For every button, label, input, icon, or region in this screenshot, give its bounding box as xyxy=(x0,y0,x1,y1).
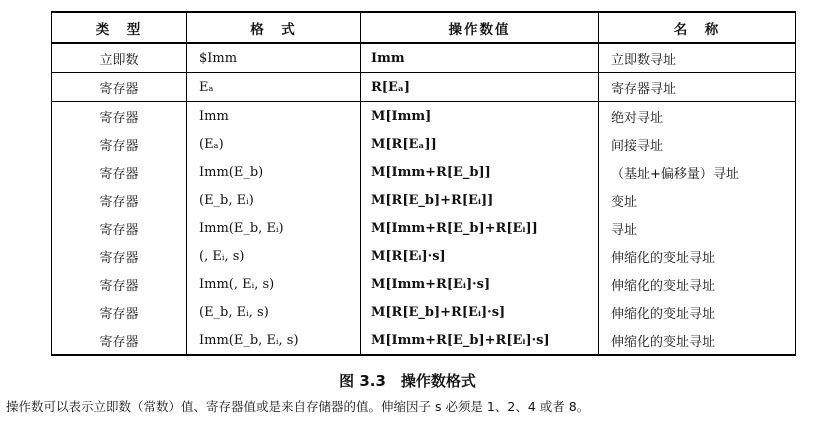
cell-format: Eₐ xyxy=(187,73,361,102)
table-row xyxy=(52,102,796,131)
cell-operand-value: M[Imm+R[E_b]+R[Eᵢ]] xyxy=(361,214,599,242)
cell-operand-value: M[Imm+R[E_b]] xyxy=(361,158,599,186)
cell-format: $Imm xyxy=(187,43,361,73)
cell-operand-value: M[R[E_b]+R[Eᵢ]] xyxy=(361,186,599,214)
cell-type: 寄存器 xyxy=(52,186,187,214)
cell-name: 寻址 xyxy=(599,214,796,242)
cell-name: 绝对寻址 xyxy=(599,102,796,131)
cell-type: 寄存器 xyxy=(52,102,187,131)
cell-format: Imm(E_b, Eᵢ) xyxy=(187,214,361,242)
header-name: 名 称 xyxy=(599,12,796,43)
cell-operand-value: M[R[Eₐ]] xyxy=(361,130,599,158)
cell-type: 寄存器 xyxy=(52,214,187,242)
cell-format: Imm(E_b) xyxy=(187,158,361,186)
cell-format: (E_b, Eᵢ, s) xyxy=(187,298,361,326)
cell-format: Imm(E_b, Eᵢ, s) xyxy=(187,326,361,355)
cell-name: 伸缩化的变址寻址 xyxy=(599,326,796,355)
table-row xyxy=(52,130,796,158)
cell-operand-value: M[Imm] xyxy=(361,102,599,131)
cell-type: 寄存器 xyxy=(52,73,187,102)
cell-name: 伸缩化的变址寻址 xyxy=(599,270,796,298)
cell-operand-value: R[Eₐ] xyxy=(361,73,599,102)
cell-format: Imm(, Eᵢ, s) xyxy=(187,270,361,298)
cell-name: 伸缩化的变址寻址 xyxy=(599,298,796,326)
table-row xyxy=(52,214,796,242)
cell-type: 立即数 xyxy=(52,43,187,73)
cell-name: 伸缩化的变址寻址 xyxy=(599,242,796,270)
header-operand-value: 操作数值 xyxy=(361,12,599,43)
explanatory-note: 操作数可以表示立即数（常数）值、寄存器值或是来自存储器的值。伸缩因子 s 必须是 1、2、4 或者 8。 xyxy=(6,399,590,414)
table-row xyxy=(52,158,796,186)
table-row xyxy=(52,242,796,270)
cell-name: 寄存器寻址 xyxy=(599,73,796,102)
cell-name: （基址+偏移量）寻址 xyxy=(599,158,796,186)
cell-format: (Eₐ) xyxy=(187,130,361,158)
cell-format: (, Eᵢ, s) xyxy=(187,242,361,270)
cell-type: 寄存器 xyxy=(52,130,187,158)
cell-type: 寄存器 xyxy=(52,326,187,355)
cell-operand-value: Imm xyxy=(361,43,599,73)
cell-operand-value: M[Imm+R[Eᵢ]·s] xyxy=(361,270,599,298)
cell-format: (E_b, Eᵢ) xyxy=(187,186,361,214)
table-row xyxy=(52,73,796,102)
table-row xyxy=(52,326,796,355)
header-type: 类 型 xyxy=(52,12,187,43)
table-row xyxy=(52,298,796,326)
header-format: 格 式 xyxy=(187,12,361,43)
cell-format: Imm xyxy=(187,102,361,131)
cell-operand-value: M[R[Eᵢ]·s] xyxy=(361,242,599,270)
table-row xyxy=(52,270,796,298)
cell-name: 立即数寻址 xyxy=(599,43,796,73)
table-row xyxy=(52,43,796,73)
cell-type: 寄存器 xyxy=(52,158,187,186)
operand-format-table xyxy=(51,11,796,356)
table-row xyxy=(52,186,796,214)
cell-name: 间接寻址 xyxy=(599,130,796,158)
cell-type: 寄存器 xyxy=(52,242,187,270)
figure-caption: 图 3.3 操作数格式 xyxy=(339,372,476,390)
cell-operand-value: M[Imm+R[E_b]+R[Eᵢ]·s] xyxy=(361,326,599,355)
cell-operand-value: M[R[E_b]+R[Eᵢ]·s] xyxy=(361,298,599,326)
table-header-row xyxy=(52,12,796,43)
cell-type: 寄存器 xyxy=(52,270,187,298)
cell-type: 寄存器 xyxy=(52,298,187,326)
cell-name: 变址 xyxy=(599,186,796,214)
